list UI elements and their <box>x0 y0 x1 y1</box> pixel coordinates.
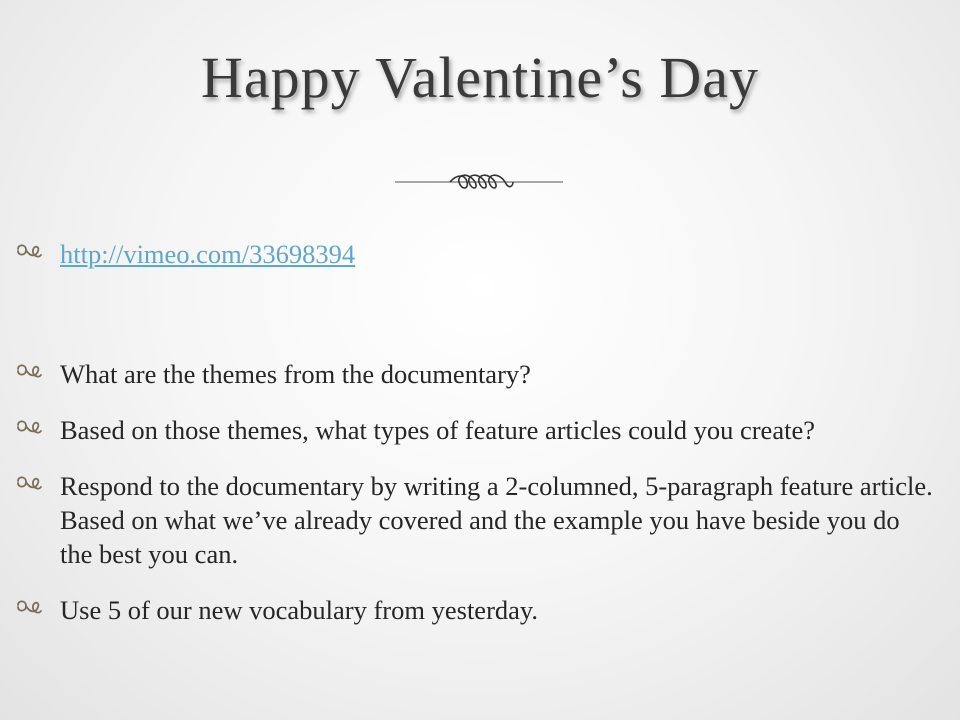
vimeo-link[interactable]: http://vimeo.com/33698394 <box>60 239 356 269</box>
list-item <box>14 413 934 447</box>
fancy-bullet-icon <box>14 473 44 497</box>
list-item <box>14 357 934 391</box>
list-item <box>14 469 934 571</box>
bullet-text: Respond to the documentary by writing a 2-columned, 5-paragraph feature article. Based on what we’ve already covered and the example you have beside you do the best you can. <box>60 471 933 569</box>
bullet-text: What are the themes from the documentary? <box>60 359 531 389</box>
fancy-bullet-icon <box>14 417 44 441</box>
list-item <box>14 237 934 271</box>
flourish-divider-icon <box>395 168 565 196</box>
bullet-list <box>14 237 934 627</box>
bullet-text: Use 5 of our new vocabulary from yesterday. <box>60 595 539 625</box>
fancy-bullet-icon <box>14 361 44 385</box>
fancy-bullet-icon <box>14 241 44 265</box>
list-item <box>14 593 934 627</box>
slide-title: Happy Valentine’s Day <box>201 45 759 110</box>
fancy-bullet-icon <box>14 597 44 621</box>
bullet-text: Based on those themes, what types of feature articles could you create? <box>60 415 815 445</box>
